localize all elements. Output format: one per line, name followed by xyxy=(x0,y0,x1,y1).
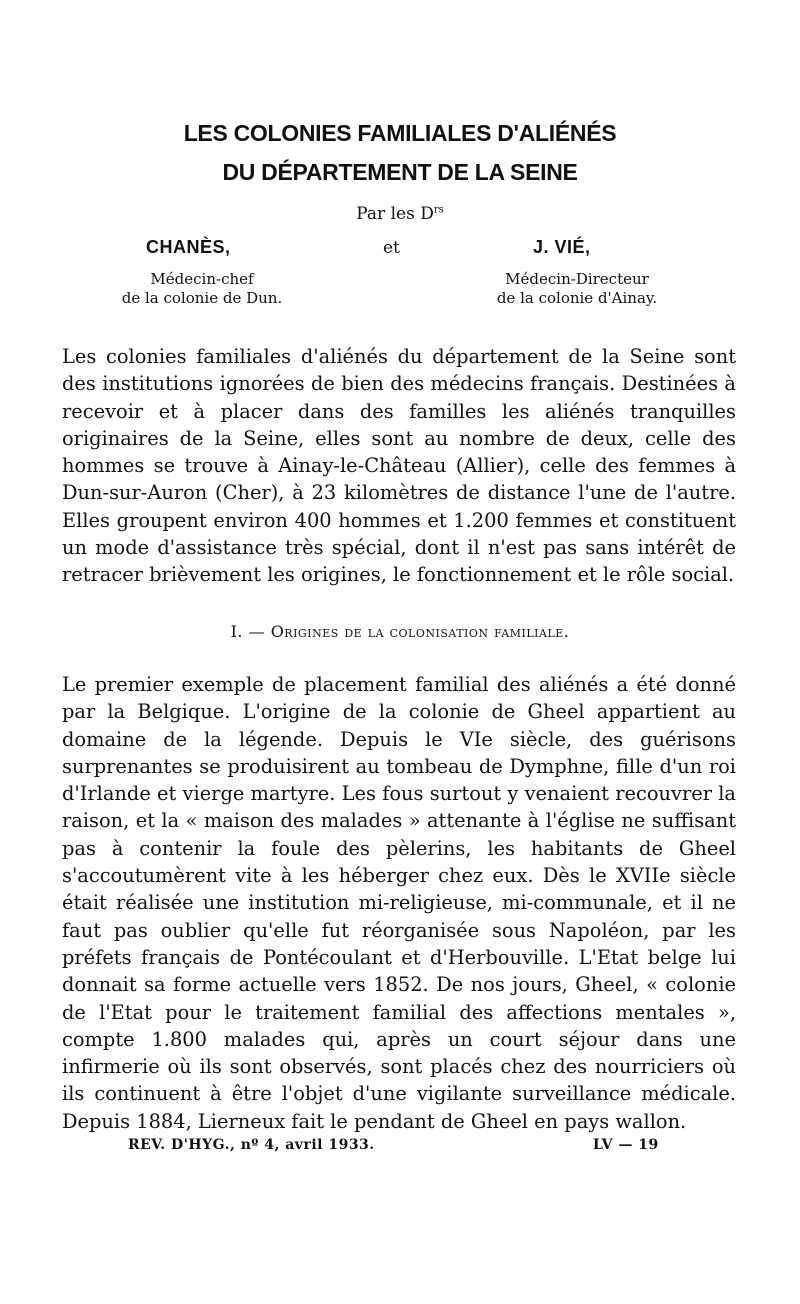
byline-prefix: Par les D xyxy=(356,204,434,224)
author-1-role xyxy=(92,270,312,308)
footer-page-number: LV — 19 xyxy=(593,1137,659,1153)
author-1-name: CHANÈS, xyxy=(146,237,231,257)
author-conjunction: et xyxy=(383,238,400,258)
author-2-role-line-1: Médecin-Directeur xyxy=(505,270,649,288)
intro-paragraph: Les colonies familiales d'aliénés du département de la Seine sont des institutions ignorées de bien des médecins français. Destinées à recevoir et à placer dans des familles les aliénés tranquilles originaires de la Seine, elles sont au nombre de deux, celle des hommes se trouve à Ainay-le-Château (Allier), celle des femmes à Dun-sur-Auron (Cher), à 23 kilomètres de distance l'une de l'autre. Elles groupent environ 400 hommes et 1.200 femmes et constituent un mode d'assistance très spécial, dont il n'est pas sans intérêt de retracer brièvement les origines, le fonctionnement et le rôle social. xyxy=(62,345,736,587)
byline xyxy=(0,204,800,224)
author-1-role-line-1: Médecin-chef xyxy=(150,270,254,288)
title-line-1: LES COLONIES FAMILIALES D'ALIÉNÉS xyxy=(183,120,617,146)
section-paragraph: Le premier exemple de placement familial des aliénés a été donné par la Belgique. L'origine de la colonie de Gheel appartient au domaine de la légende. Depuis le VIe siècle, des guérisons surprenantes se produisirent au tombeau de Dymphne, fille d'un roi d'Irlande et vierge martyre. Les fous surtout y venaient recouvrer la raison, et la « maison des malades » attenante à l'église ne suffisant pas à contenir la foule des pèlerins, les habitants de Gheel s'accoutumèrent vite à les héberger chez eux. Dès le XVIIe siècle était réalisée une institution mi-religieuse, mi-communale, et il ne faut pas oublier qu'elle fut réorganisée sous Napoléon, par les préfets français de Pontécoulant et d'Herbouville. L'Etat belge lui donnait sa forme actuelle vers 1852. De nos jours, Gheel, « colonie de l'Etat pour le traitement familial des affections mentales », compte 1.800 malades qui, après un court séjour dans une infirmerie où ils sont observés, sont placés chez des nourriciers où ils continuent à être l'objet d'une vigilante surveillance médicale. Depuis 1884, Lierneux fait le pendant de Gheel en pays wallon. xyxy=(62,673,736,1133)
author-2-role-line-2: de la colonie d'Ainay. xyxy=(496,289,658,307)
section-heading: I. — Origines de la colonisation familiale. xyxy=(230,622,570,641)
footer-citation: REV. D'HYG., nº 4, avril 1933. xyxy=(128,1137,375,1153)
author-2-name: J. VIÉ, xyxy=(533,237,591,257)
byline-superscript: rs xyxy=(433,204,444,216)
author-1-role-line-2: de la colonie de Dun. xyxy=(121,289,283,307)
author-2-role xyxy=(482,270,672,308)
title-line-2: DU DÉPARTEMENT DE LA SEINE xyxy=(222,159,578,185)
